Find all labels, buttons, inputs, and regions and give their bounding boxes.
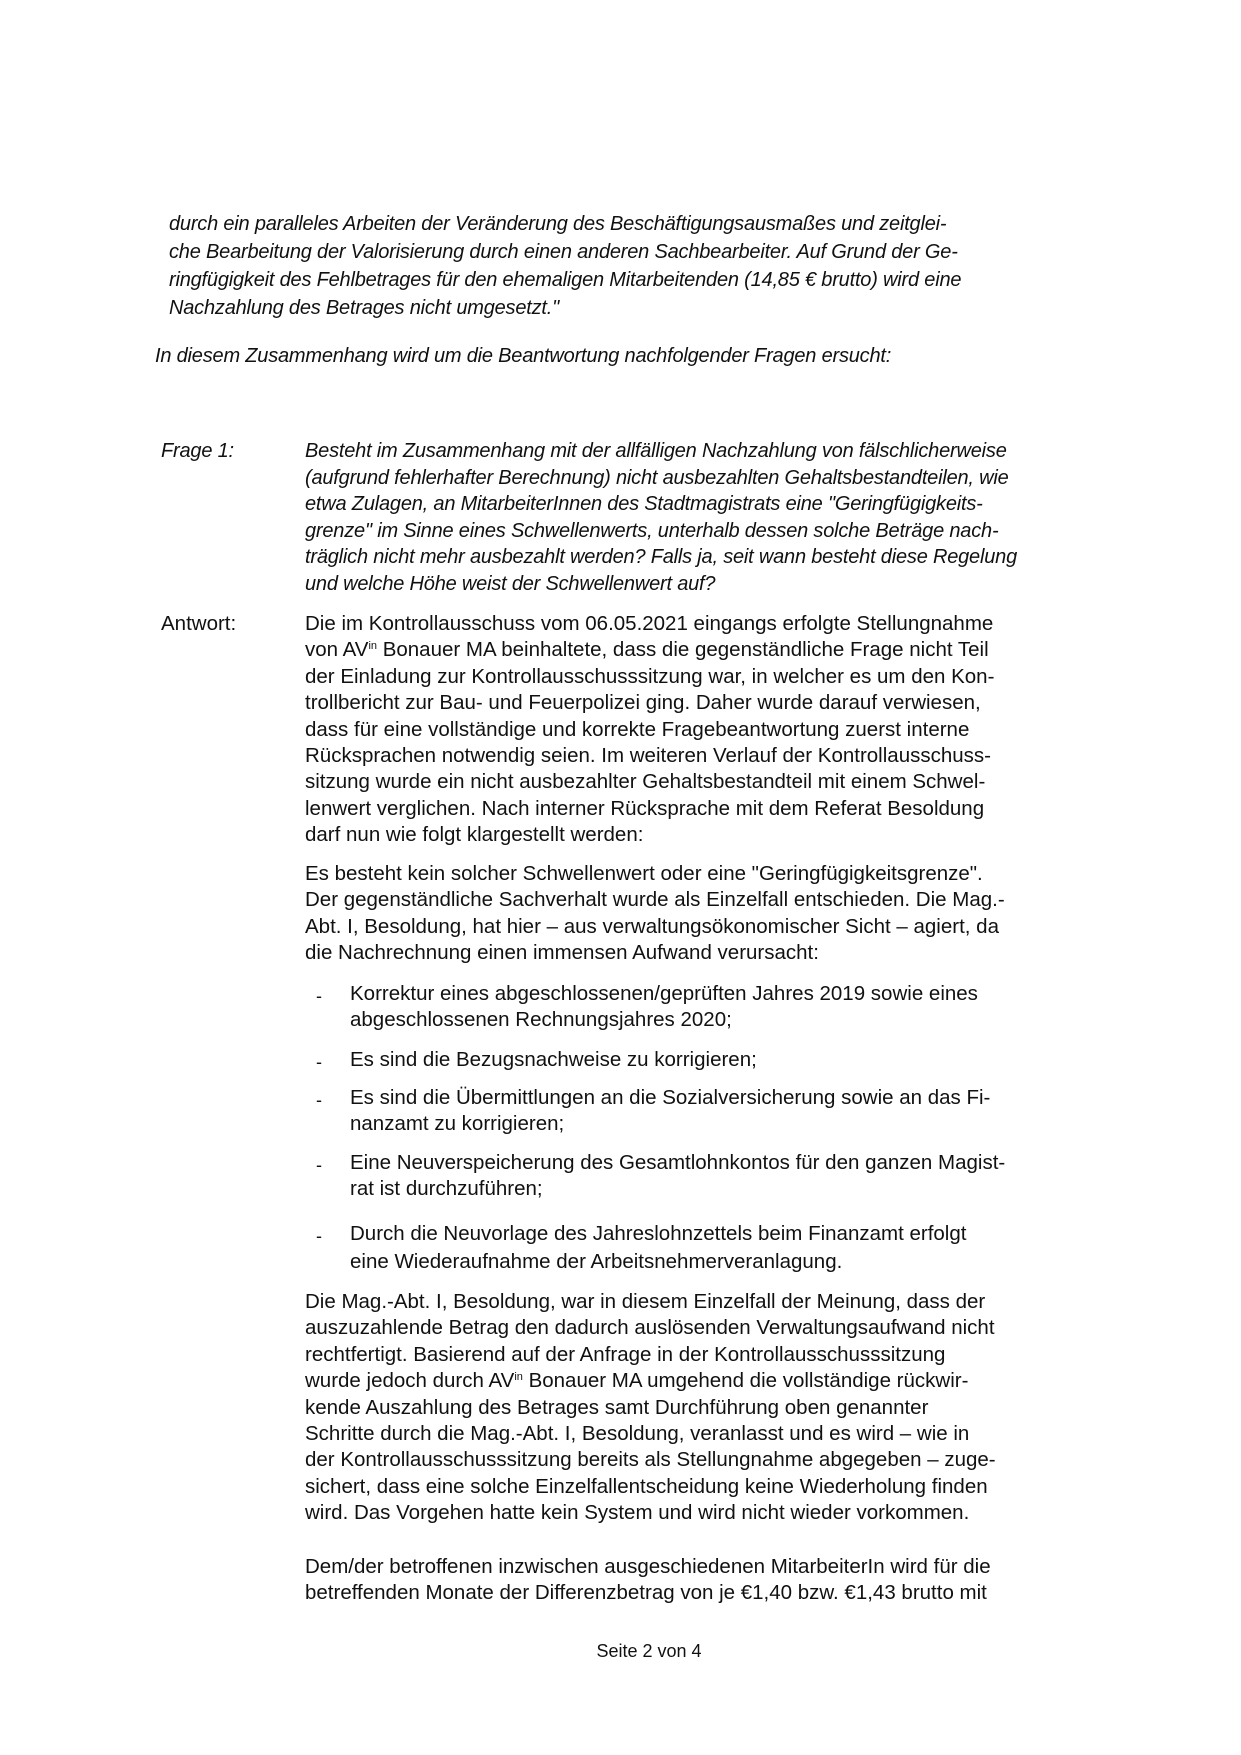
bullet-dash: - [316, 986, 322, 1006]
intro-sentence: In diesem Zusammenhang wird um die Beantwortung nachfolgender Fragen ersucht: [155, 345, 892, 367]
text-line: Eine Neuverspeicherung des Gesamtlohnkontos für den ganzen Magist- [350, 1151, 1006, 1174]
text-line: rechtfertigt. Basierend auf der Anfrage in der Kontrollausschusssitzung [305, 1342, 946, 1366]
answer-paragraph-1 [305, 611, 994, 849]
text-line: Dem/der betroffenen inzwischen ausgeschiedenen MitarbeiterIn wird für die [305, 1555, 991, 1578]
text-line: Die im Kontrollausschuss vom 06.05.2021 eingangs erfolgte Stellungnahme [305, 612, 994, 635]
bullet-dash: - [316, 1090, 322, 1110]
text-line: Es besteht kein solcher Schwellenwert oder eine "Geringfügigkeitsgrenze". [305, 862, 983, 885]
bullet-item [316, 981, 978, 1034]
text-line: Es sind die Bezugsnachweise zu korrigieren; [350, 1048, 757, 1071]
text-line: die Nachrechnung einen immensen Aufwand verursacht: [305, 941, 819, 965]
question-text [305, 438, 1017, 598]
bullet-item [316, 1047, 757, 1073]
quote-end-paragraph [169, 210, 961, 322]
text-line: durch ein paralleles Arbeiten der Veränderung des Beschäftigungsausmaßes und zeitglei- [169, 213, 947, 235]
text-line: etwa Zulagen, an MitarbeiterInnen des Stadtmagistrats eine "Geringfügigkeits- [305, 493, 983, 516]
text-line: Besteht im Zusammenhang mit der allfälligen Nachzahlung von fälschlicherweise [305, 440, 1007, 462]
text-line: che Bearbeitung der Valorisierung durch einen anderen Sachbearbeiter. Auf Grund der Ge- [169, 241, 958, 263]
text-line: (aufgrund fehlerhafter Berechnung) nicht ausbezahlten Gehaltsbestandteilen, wie [305, 466, 1009, 489]
text-line: sitzung wurde ein nicht ausbezahlter Gehaltsbestandteil mit einem Schwel- [305, 770, 986, 794]
superscript: in [368, 640, 378, 653]
page-number: Seite 2 von 4 [596, 1641, 702, 1661]
bullet-item [316, 1220, 967, 1276]
text-line: Es sind die Übermittlungen an die Sozialversicherung sowie an das Fi- [350, 1086, 991, 1109]
text-line: ringfügigkeit des Fehlbetrages für den ehemaligen Mitarbeitenden (14,85 € brutto) wird eine [169, 269, 962, 291]
text-fragment: von AV [305, 638, 369, 662]
text-line: auszuzahlende Betrag den dadurch auslösenden Verwaltungsaufwand nicht [305, 1316, 995, 1340]
text-line: und welche Höhe weist der Schwellenwert auf? [305, 572, 716, 595]
text-line: sichert, dass eine solche Einzelfallentscheidung keine Wiederholung finden [305, 1474, 988, 1498]
text-line: eine Wiederaufnahme der Arbeitsnehmerveranlagung. [350, 1250, 843, 1273]
text-line: betreffenden Monate der Differenzbetrag von je €1,40 bzw. €1,43 brutto mit [305, 1581, 987, 1605]
superscript: in [514, 1371, 523, 1384]
text-fragment: Bonauer MA umgehend die vollständige rückwir- [522, 1369, 969, 1393]
bullet-dash: - [316, 1052, 322, 1072]
text-line: Korrektur eines abgeschlossenen/geprüften Jahres 2019 sowie eines [350, 982, 978, 1005]
text-line: Abt. I, Besoldung, hat hier – aus verwaltungsökonomischer Sicht – agiert, da [305, 914, 999, 938]
text-line: dass für eine vollständige und korrekte Fragebeantwortung zuerst interne [305, 717, 970, 741]
text-line: grenze" im Sinne eines Schwellenwerts, unterhalb dessen solche Beträge nach- [305, 519, 999, 542]
answer-paragraph-4 [305, 1554, 991, 1607]
text-line: Durch die Neuvorlage des Jahreslohnzettels beim Finanzamt erfolgt [350, 1222, 967, 1245]
text-line [305, 1368, 996, 1394]
bullet-dash: - [316, 1155, 322, 1175]
text-line: kende Auszahlung des Betrages samt Durchführung oben genannter [305, 1395, 929, 1419]
text-line: Die Mag.-Abt. I, Besoldung, war in diesem Einzelfall der Meinung, dass der [305, 1290, 986, 1313]
text-line: nanzamt zu korrigieren; [350, 1112, 565, 1136]
bullet-item [316, 1085, 991, 1138]
text-line: Rücksprachen notwendig seien. Im weiteren Verlauf der Kontrollausschuss- [305, 744, 991, 768]
text-fragment: Bonauer MA beinhaltete, dass die gegenständliche Frage nicht Teil [377, 638, 989, 662]
question-label: Frage 1: [161, 440, 234, 462]
text-line: der Einladung zur Kontrollausschusssitzung war, in welcher es um den Kon- [305, 664, 995, 688]
text-line: Nachzahlung des Betrages nicht umgesetzt." [169, 297, 560, 319]
bullet-dash: - [316, 1226, 322, 1246]
text-line: rat ist durchzuführen; [350, 1177, 543, 1201]
answer-label: Antwort: [161, 612, 237, 635]
bullet-item [316, 1150, 1006, 1203]
text-fragment: wurde jedoch durch AV [305, 1369, 515, 1393]
text-line: darf nun wie folgt klargestellt werden: [305, 823, 644, 847]
text-line: Der gegenständliche Sachverhalt wurde als Einzelfall entschieden. Die Mag.- [305, 888, 1005, 912]
text-line: Schritte durch die Mag.-Abt. I, Besoldung, veranlasst und es wird – wie in [305, 1422, 970, 1446]
answer-paragraph-3 [305, 1289, 996, 1527]
text-line: trollbericht zur Bau- und Feuerpolizei ging. Daher wurde darauf verwiesen, [305, 691, 981, 715]
text-line: der Kontrollausschusssitzung bereits als Stellungnahme abgegeben – zuge- [305, 1448, 996, 1472]
text-line: abgeschlossenen Rechnungsjahres 2020; [350, 1008, 732, 1032]
text-line [305, 637, 994, 663]
text-line: wird. Das Vorgehen hatte kein System und wird nicht wieder vorkommen. [305, 1501, 970, 1525]
text-line: lenwert verglichen. Nach interner Rücksprache mit dem Referat Besoldung [305, 796, 985, 820]
text-line: träglich nicht mehr ausbezahlt werden? Falls ja, seit wann besteht diese Regelung [305, 546, 1017, 569]
answer-paragraph-2 [305, 861, 1005, 967]
